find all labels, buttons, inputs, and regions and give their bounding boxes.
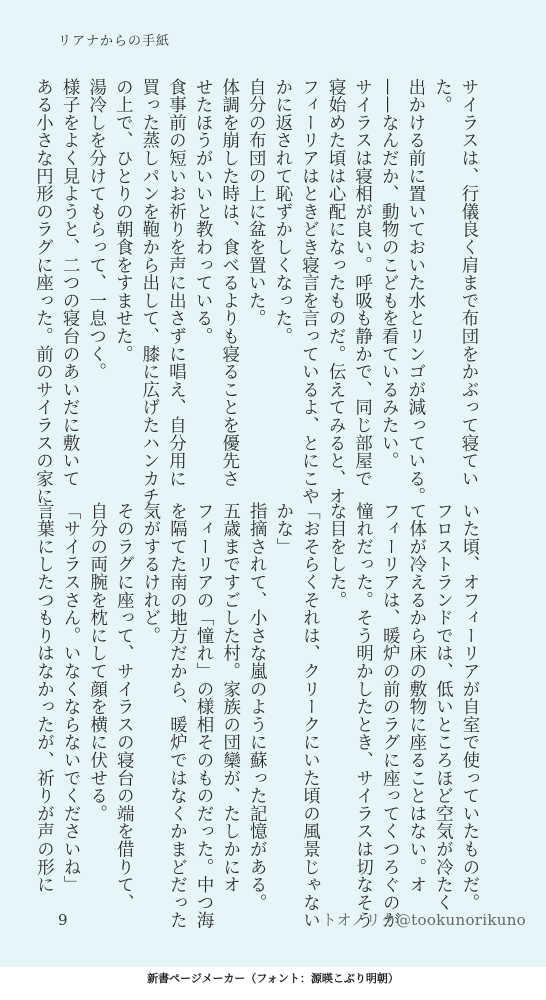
text-column: ——なんだか、動物のこどもを看ているみたい。 — [378, 78, 399, 470]
text-column: フィーリアは、暖炉の前のラグに座ってくつろぐのが — [379, 502, 400, 930]
author-credit: トオノリク@tookunorikuno — [321, 911, 526, 929]
text-column: 湯冷しを分けてもらって、一息つく。 — [85, 78, 106, 381]
text-column: て体が冷えるから床の敷物に座ることはない。オ — [405, 502, 426, 894]
text-column: 買った蒸しパンを鞄から出して、膝に広げたハンカチ — [138, 78, 159, 506]
book-title: リアナからの手紙 — [58, 34, 171, 49]
text-column: 「サイラスさん。いなくならないでくださいね」 — [60, 502, 81, 894]
text-column: 「おそらくそれは、クリークにいた頃の風景じゃない — [299, 502, 320, 930]
text-column: 言葉にしたつもりはなかったが、祈りが声の形に — [33, 502, 54, 894]
text-column: 様子をよく見ようと、二つの寝台のあいだに敷いて — [59, 78, 80, 488]
text-column: かな」 — [272, 502, 293, 556]
text-column: ある小さな円形のラグに座った。前のサイラスの家に — [32, 78, 53, 506]
text-column: 気がするけれど。 — [139, 502, 160, 645]
text-column: フィーリアの「憧れ」の様相そのものだった。中つ海 — [193, 502, 214, 930]
text-column: 食事前の短いお祈りを声に出さずに唱え、自分用に — [165, 78, 186, 488]
text-column: 憧れだった。そう明かしたとき、サイラスは切なそう — [352, 502, 373, 930]
text-column: 出かける前に置いておいた水とリンゴが減っている。 — [404, 78, 425, 506]
text-column: 自分の布団の上に盆を置いた。 — [245, 78, 266, 328]
upper-text-block — [32, 78, 481, 506]
text-column: 体調を崩した時は、食べるよりも寝ることを優先さ — [218, 78, 239, 488]
text-column: かに返されて恥ずかしくなった。 — [271, 78, 292, 345]
text-column: サイラスは寝相が良い。呼吸も静かで、同じ部屋で — [351, 78, 372, 488]
page-number: 9 — [58, 911, 68, 929]
text-column: 五歳まですごした村。家族の団欒が、たしかにオ — [219, 502, 240, 894]
text-column: の上で、ひとりの朝食をすませた。 — [112, 78, 133, 363]
footer-caption: 新書ページメーカー（フォント：源暎こぶり明朝） — [0, 967, 546, 1000]
text-column: フロストランドでは、低いところほど空気が冷たく — [432, 502, 453, 912]
text-column: そのラグに座って、サイラスの寝台の端を借りて、 — [113, 502, 134, 912]
text-column: フィーリアはときどき寝言を言っているよ、とにこや — [298, 78, 319, 506]
text-column: 指摘されて、小さな嵐のように蘇った記憶がある。 — [246, 502, 267, 912]
text-column: 自分の両腕を枕にして顔を横に伏せる。 — [86, 502, 107, 823]
text-column: せたほうがいいと教わっている。 — [192, 78, 213, 345]
text-column: いた頃、オフィーリアが自室で使っていたものだ。 — [459, 502, 479, 912]
text-column: た。 — [431, 78, 452, 114]
text-column: を隔てた南の地方だから、暖炉ではなくかまどだった — [166, 502, 187, 930]
text-column: サイラスは、行儀良く肩まで布団をかぶって寝てい — [458, 78, 478, 488]
text-column: な目をした。 — [326, 502, 347, 609]
text-column: 寝始めた頃は心配になったものだ。伝えてみると、オ — [325, 78, 346, 506]
